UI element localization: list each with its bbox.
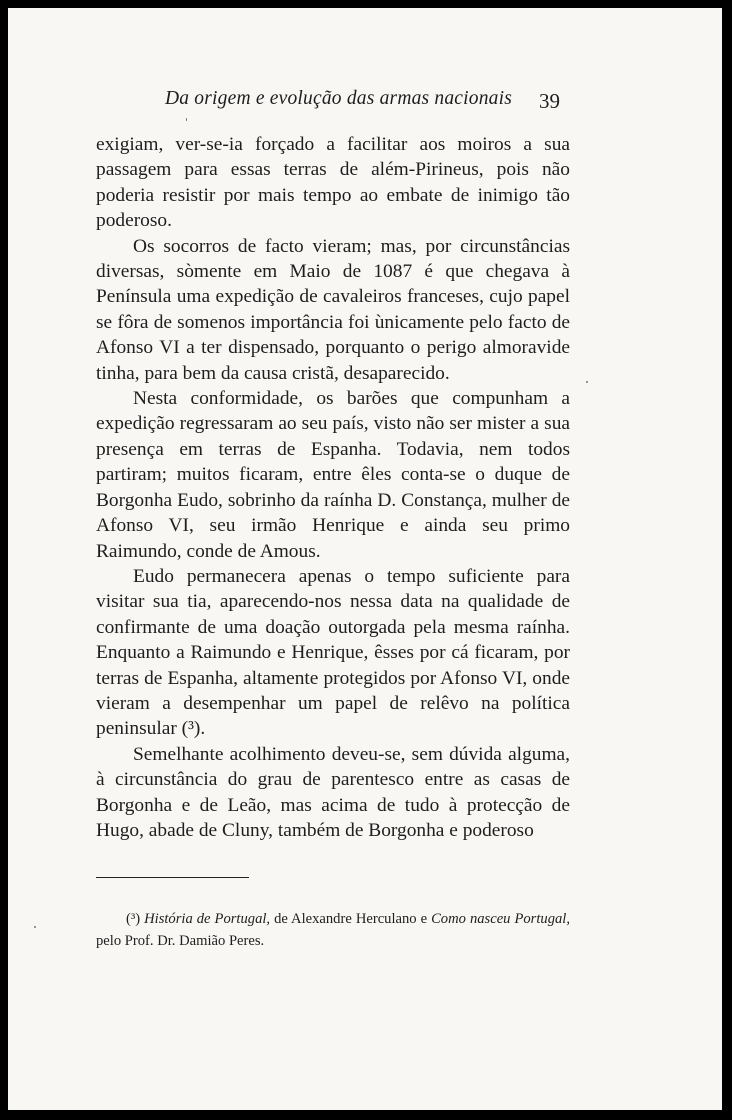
- paragraph: Nesta conformidade, os barões que compunham a expedição regressaram ao seu país, visto não ser mister a sua presença em terras de Espanha. Todavia, nem todos partiram; muitos ficaram, entre êles conta-se o duque de Borgonha Eudo, sobrinho da raínha D. Constança, mulher de Afonso VI, seu irmão Henrique e ainda seu primo Raimundo, conde de Amous.: [96, 388, 570, 562]
- footnote-reference: (³).: [181, 718, 206, 740]
- running-title: Da origem e evolução das armas nacionais: [165, 88, 513, 109]
- scan-speck: [186, 118, 187, 121]
- footnote-author: de Alexandre Herculano e: [274, 911, 428, 927]
- paragraph: Semelhante acolhimento deveu-se, sem dúvida alguma, à circunstância do grau de parentesco entre as casas de Borgonha e de Leão, mas acima de tudo à protecção de Hugo, abade de Cluny, também de Borgonha e poderoso: [96, 743, 570, 841]
- footnote-divider: [96, 877, 249, 878]
- footnote: [96, 908, 570, 952]
- footnote-work-title: História de Portugal,: [144, 911, 271, 927]
- paragraph: Eudo permanecera apenas o tempo suficiente para visitar sua tia, aparecendo-nos nessa data na qualidade de confirmante de uma doação outorgada pela mesma raínha. Enquanto a Raimundo e Henrique, êsses por cá ficaram, por terras de Espanha, altamente protegidos por Afonso VI, onde vieram a desempenhar um papel de relêvo na política peninsular (³).: [96, 565, 570, 740]
- footnote-work-title: Como nasceu Portugal,: [431, 911, 570, 927]
- running-header: [8, 88, 722, 120]
- body-text: [96, 132, 570, 843]
- page-number: 39: [539, 89, 560, 113]
- footnote-marker: (³): [126, 911, 141, 927]
- paragraph: exigiam, ver-se-ia forçado a facilitar aos moiros a sua passagem para essas terras de além-Pirineus, pois não poderia resistir por mais tempo ao embate de inimigo tão poderoso.: [96, 134, 570, 232]
- scan-speck: [34, 926, 36, 928]
- book-page: [8, 8, 722, 1110]
- paragraph: Os socorros de facto vieram; mas, por circunstâncias diversas, sòmente em Maio de 1087 é que chegava à Península uma expedição de cavaleiros franceses, cujo papel se fôra de somenos importância foi ùnicamente pelo facto de Afonso VI a ter dispensado, porquanto o perigo almoravide tinha, para bem da causa cristã, desaparecido.: [96, 235, 570, 384]
- footnote-author: pelo Prof. Dr. Damião Peres.: [96, 933, 265, 949]
- scan-speck: [586, 381, 588, 383]
